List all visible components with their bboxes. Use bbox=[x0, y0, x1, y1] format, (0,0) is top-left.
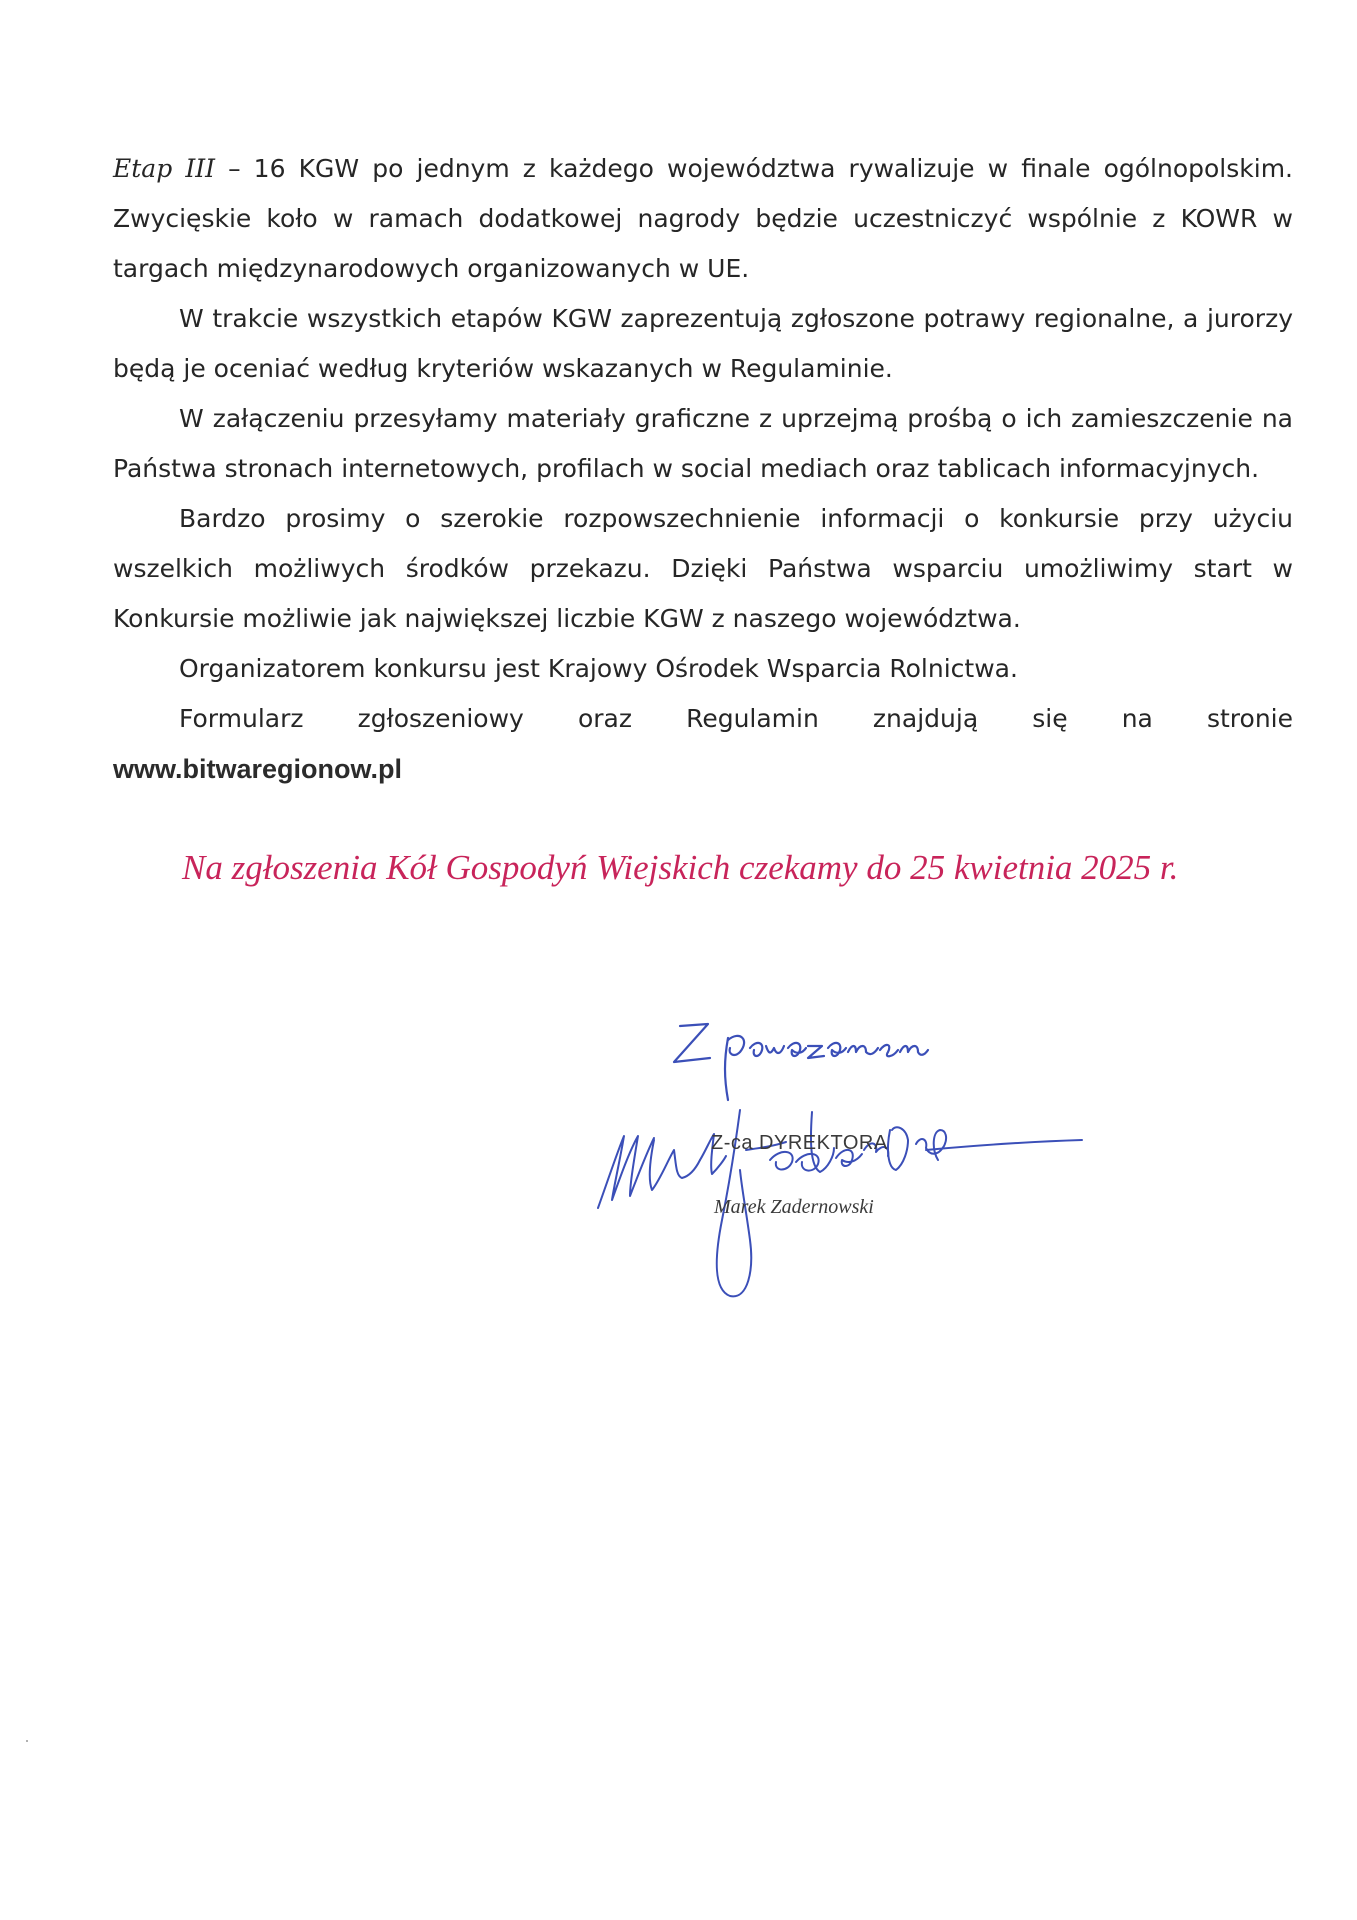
paragraph-attachments: W załączeniu przesyłamy materiały graficzne z uprzejmą prośbą o ich zamieszczenie na Państwa stronach internetowych, profilach w social mediach oraz tablicach informacyjnych. bbox=[113, 404, 1293, 483]
deadline-notice: Na zgłoszenia Kół Gospodyń Wiejskich czekamy do 25 kwietnia 2025 r. bbox=[182, 848, 1179, 887]
paragraph-dissemination: Bardzo prosimy o szerokie rozpowszechnienie informacji o konkursie przy użyciu wszelkich możliwych środków przekazu. Dzięki Państwa wsparciu umożliwimy start w Konkursie możliwie jak największej liczbie KGW z naszego województwa. bbox=[113, 504, 1293, 633]
scan-speck bbox=[26, 1740, 28, 1742]
greeting-handwriting bbox=[674, 1024, 928, 1100]
letter-body bbox=[113, 144, 1293, 795]
paragraph-url bbox=[113, 744, 1293, 795]
signatory-name: Marek Zadernowski bbox=[714, 1196, 874, 1218]
handwritten-signature bbox=[590, 1000, 1150, 1320]
signatory-title: Z-ca DYREKTORA bbox=[711, 1132, 888, 1154]
signature-block bbox=[590, 1000, 1150, 1320]
paragraph-dishes: W trakcie wszystkich etapów KGW zaprezentują zgłoszone potrawy regionalne, a jurorzy będą je oceniać według kryteriów wskazanych w Regulaminie. bbox=[113, 304, 1293, 383]
website-link[interactable]: www.bitwaregionow.pl bbox=[113, 754, 402, 784]
paragraph-form: Formularz zgłoszeniowy oraz Regulamin znajdują się na stronie bbox=[179, 704, 1293, 733]
paragraph-etap bbox=[113, 144, 1293, 294]
etap-description: – 16 KGW po jednym z każdego województwa rywalizuje w finale ogólnopolskim. Zwycięskie koło w ramach dodatkowej nagrody będzie uczestniczyć wspólnie z KOWR w targach międzynarodowych organizowanych w UE. bbox=[113, 154, 1294, 283]
etap-label: Etap III bbox=[113, 154, 215, 183]
paragraph-organizer: Organizatorem konkursu jest Krajowy Ośrodek Wsparcia Rolnictwa. bbox=[179, 654, 1018, 683]
